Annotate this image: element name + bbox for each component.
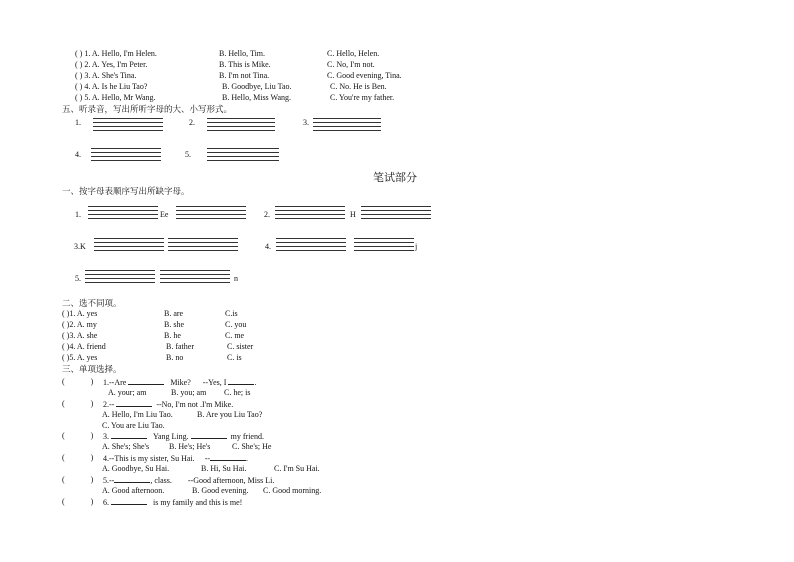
s2-row3-a: ( )3. A. she bbox=[62, 331, 98, 340]
s2-row5-c: C. is bbox=[227, 353, 242, 362]
s2-row3-b: B. he bbox=[164, 331, 181, 340]
s3-q4-paren[interactable]: ( ) bbox=[62, 453, 94, 462]
s3-q5-opt-b: B. Good evening. bbox=[192, 486, 249, 495]
s2-row4-c: C. sister bbox=[227, 342, 254, 351]
s2-row5-a: ( )5. A. yes bbox=[62, 353, 98, 362]
q1-stem: ( ) 1. A. Hello, I'm Helen. bbox=[75, 49, 157, 58]
section1-title: 一、按字母表顺序写出所缺字母。 bbox=[62, 186, 190, 196]
s3-q5-blank-1[interactable] bbox=[114, 475, 150, 483]
listening-q5-c: C. You're my father. bbox=[330, 93, 395, 102]
s3-q5-stem bbox=[103, 475, 274, 486]
listening-q4: ( ) 4. A. Is he Liu Tao? bbox=[75, 82, 148, 91]
s3-q2-opt-b: B. Are you Liu Tao? bbox=[197, 410, 263, 419]
s3-q1-stem-c: --Yes, I bbox=[202, 378, 227, 387]
s3-q3-stem-b: Yang Ling. bbox=[153, 432, 189, 441]
s5-label-3: 3. bbox=[303, 118, 309, 127]
s1-writing-lines-4a[interactable] bbox=[276, 238, 346, 252]
s5-writing-lines-5[interactable] bbox=[207, 148, 279, 162]
s5-label-2: 2. bbox=[189, 118, 195, 127]
s1-label-3: 3.K bbox=[74, 242, 86, 251]
s2-row4-a: ( )4. A. friend bbox=[62, 342, 106, 351]
listening-q3-c: C. Good evening, Tina. bbox=[327, 71, 402, 80]
s3-q2-opt-c: C. You are Liu Tao. bbox=[102, 421, 165, 430]
s3-q6-stem bbox=[103, 497, 242, 508]
s3-q1-stem-a: 1.--Are bbox=[103, 378, 127, 387]
s3-q1-blank-1[interactable] bbox=[128, 377, 164, 385]
s3-q5-opt-a: A. Good afternoon. bbox=[102, 486, 165, 495]
s1-writing-lines-4b[interactable] bbox=[354, 238, 414, 252]
s1-writing-lines-2b[interactable] bbox=[361, 206, 431, 220]
s2-row1-a: ( )1. A. yes bbox=[62, 309, 98, 318]
s1-letter-1: Ee bbox=[160, 210, 169, 219]
s3-q2-blank-1[interactable] bbox=[116, 399, 152, 407]
s1-label-1: 1. bbox=[75, 210, 81, 219]
s3-q4-stem-b: -- bbox=[204, 454, 211, 463]
s2-row2-b: B. she bbox=[164, 320, 184, 329]
listening-q2: ( ) 2. A. Yes, I'm Peter. bbox=[75, 60, 148, 69]
s3-q1-end: . bbox=[254, 378, 257, 387]
s3-q3-stem-a: 3. bbox=[103, 432, 109, 441]
s1-letter-4: j bbox=[415, 242, 418, 251]
s3-q3-opt-c: C. She's; He bbox=[232, 442, 272, 451]
s3-q6-stem-a: 6. bbox=[103, 498, 109, 507]
listening-q4-b: B. Goodbye, Liu Tao. bbox=[222, 82, 292, 91]
s2-row4-b: B. father bbox=[166, 342, 194, 351]
s3-q3-blank-1[interactable] bbox=[111, 431, 147, 439]
s5-writing-lines-4[interactable] bbox=[91, 148, 161, 162]
listening-q5: ( ) 5. A. Hello, Mr Wang. bbox=[75, 93, 156, 102]
s1-writing-lines-1a[interactable] bbox=[88, 206, 158, 220]
s3-q4-stem-a: 4.--This is my sister, Su Hai. bbox=[103, 454, 195, 463]
s3-q4-blank-1[interactable] bbox=[210, 453, 249, 463]
s3-q1-paren[interactable]: ( ) bbox=[62, 377, 94, 386]
s1-writing-lines-3a[interactable] bbox=[94, 238, 164, 252]
s3-q2-paren[interactable]: ( ) bbox=[62, 399, 94, 408]
s3-q2-stem bbox=[103, 399, 233, 410]
s3-q3-paren[interactable]: ( ) bbox=[62, 431, 94, 440]
listening-q5-b: B. Hello, Miss Wang. bbox=[222, 93, 291, 102]
s3-q5-stem-b: , class. bbox=[150, 476, 172, 485]
s1-writing-lines-2a[interactable] bbox=[275, 206, 345, 220]
listening-q1-c: C. Hello, Helen. bbox=[327, 49, 380, 58]
listening-q2-c: C. No, I'm not. bbox=[327, 60, 375, 69]
s1-label-5: 5. bbox=[75, 274, 81, 283]
s1-label-4: 4. bbox=[265, 242, 271, 251]
s5-writing-lines-2[interactable] bbox=[207, 118, 275, 132]
listening-q2-b: B. This is Mike. bbox=[219, 60, 271, 69]
s3-q2-stem-b: --No, I'm not .I'm Mike. bbox=[156, 400, 234, 409]
s3-q4-opt-b: B. Hi, Su Hai. bbox=[201, 464, 247, 473]
written-part-title: 笔试部分 bbox=[373, 172, 417, 184]
listening-q1 bbox=[75, 49, 157, 59]
s5-label-4: 4. bbox=[75, 150, 81, 159]
s1-writing-lines-5b[interactable] bbox=[160, 270, 230, 284]
s3-q4-opt-c: C. I'm Su Hai. bbox=[274, 464, 320, 473]
s2-row3-c: C. me bbox=[225, 331, 245, 340]
s3-q2-stem-a: 2.-- bbox=[103, 400, 115, 409]
s5-writing-lines-3[interactable] bbox=[313, 118, 381, 132]
s3-q2-opt-a: A. Hello, I'm Liu Tao. bbox=[102, 410, 173, 419]
s1-label-2: 2. bbox=[264, 210, 270, 219]
s3-q1-stem-b: Mike? bbox=[170, 378, 191, 387]
s3-q3-blank-2[interactable] bbox=[191, 431, 227, 439]
s3-q6-stem-b: is my family and this is me! bbox=[153, 498, 243, 507]
s1-letter-5: n bbox=[234, 274, 238, 283]
s3-q3-opt-b: B. He's; He's bbox=[169, 442, 211, 451]
s3-q6-paren[interactable]: ( ) bbox=[62, 497, 94, 506]
s2-row2-c: C. you bbox=[225, 320, 247, 329]
s2-row5-b: B. no bbox=[166, 353, 184, 362]
section2-title: 二、选不同项。 bbox=[62, 298, 122, 308]
listening-q4-c: C. No. He is Ben. bbox=[330, 82, 387, 91]
s3-q5-stem-c: --Good afternoon, Miss Li. bbox=[187, 476, 275, 485]
s2-row1-c: C.is bbox=[225, 309, 238, 318]
s2-row2-a: ( )2. A. my bbox=[62, 320, 97, 329]
s1-letter-2: H bbox=[350, 210, 356, 219]
s3-q5-opt-c: C. Good morning. bbox=[263, 486, 322, 495]
section3-title: 三、单项选择。 bbox=[62, 364, 122, 374]
s3-q3-opt-a: A. She's; She's bbox=[102, 442, 150, 451]
s3-q4-end: . bbox=[246, 454, 249, 463]
s3-q1-blank-2[interactable] bbox=[228, 377, 257, 387]
s1-writing-lines-3b[interactable] bbox=[168, 238, 238, 252]
s3-q4-stem bbox=[103, 453, 248, 464]
s3-q6-blank-1[interactable] bbox=[111, 497, 147, 505]
s5-label-1: 1. bbox=[75, 118, 81, 127]
s3-q5-stem-a: 5.-- bbox=[103, 476, 115, 485]
s3-q3-stem-c: my friend. bbox=[230, 432, 264, 441]
listening-q1-b: B. Hello, Tim. bbox=[219, 49, 266, 58]
s3-q3-stem bbox=[103, 431, 264, 442]
s3-q4-opt-a: A. Goodbye, Su Hai. bbox=[102, 464, 170, 473]
s1-writing-lines-1b[interactable] bbox=[176, 206, 246, 220]
s5-label-5: 5. bbox=[185, 150, 191, 159]
s3-q5-paren[interactable]: ( ) bbox=[62, 475, 94, 484]
s3-q1-opt-c: C. he; is bbox=[224, 388, 251, 397]
listening-q3-b: B. I'm not Tina. bbox=[219, 71, 270, 80]
s3-q1-opt-a: A. your; am bbox=[108, 388, 147, 397]
s5-writing-lines-1[interactable] bbox=[93, 118, 163, 132]
s1-writing-lines-5a[interactable] bbox=[85, 270, 155, 284]
listening-q3: ( ) 3. A. She's Tina. bbox=[75, 71, 137, 80]
s2-row1-b: B. are bbox=[164, 309, 184, 318]
section5-title: 五、听录音，写出所听字母的大、小写形式。 bbox=[62, 104, 233, 114]
s3-q1-opt-b: B. you; am bbox=[171, 388, 207, 397]
s3-q1-stem bbox=[103, 377, 256, 388]
